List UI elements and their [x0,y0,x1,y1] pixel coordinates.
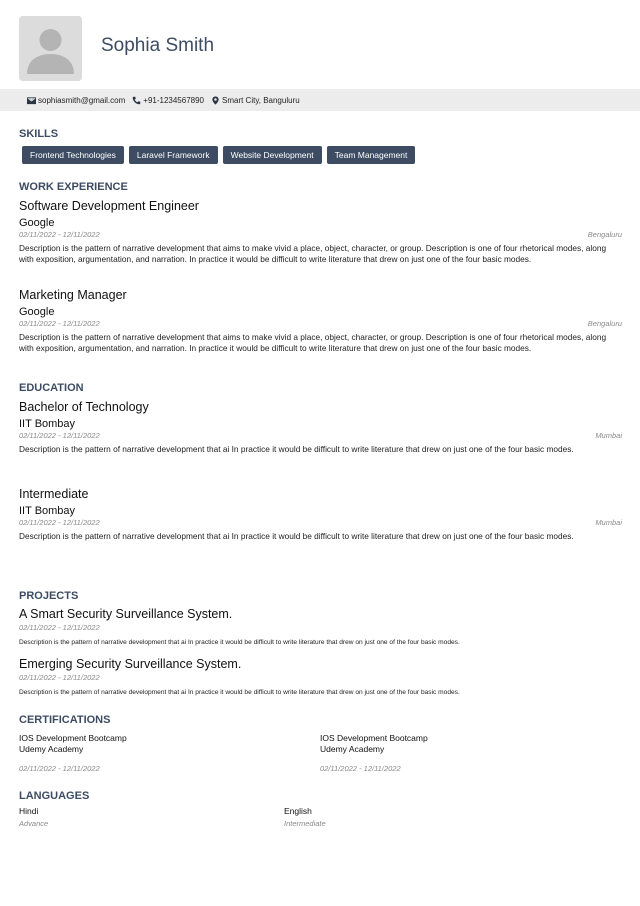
projects-heading: PROJECTS [19,590,79,602]
project-entry [19,657,622,698]
education-entry [19,400,622,455]
job-description: Description is the pattern of narrative development that aims to make vivid a place, object, character, or group. Description is one of four rhetorical modes, along with exposition, argumentation, and narration. In practice it would be difficult to write literature that drew on just one of the four basic modes. [19,332,607,353]
certification-entry [19,733,127,775]
job-location: Bengaluru [587,319,622,328]
envelope-icon [27,96,36,105]
date-range: 02/11/2022 - 12/11/2022 [320,764,401,773]
certification-issuer: Udemy Academy [320,743,385,754]
map-pin-icon [211,96,220,105]
certification-entry [320,733,428,775]
language-entry [284,806,326,828]
skills-heading: SKILLS [19,128,59,140]
project-entry [19,607,622,648]
education-heading: EDUCATION [19,382,84,394]
degree-name: Bachelor of Technology [19,400,149,414]
education-description: Description is the pattern of narrative development that ai In practice it would be difficult to write literature that drew on just one of the four basic modes. [19,531,574,541]
school-location: Mumbai [595,518,622,527]
date-range: 02/11/2022 - 12/11/2022 [19,623,100,632]
degree-name: Intermediate [19,487,89,501]
certification-issuer: Udemy Academy [19,743,84,754]
company-name: Google [19,306,55,318]
work-entry [19,288,622,354]
language-name: Hindi [19,806,39,816]
certification-name: IOS Development Bootcamp [320,733,428,743]
language-entry [19,806,48,828]
date-range: 02/11/2022 - 12/11/2022 [19,764,100,773]
avatar [19,16,82,81]
contact-bar [0,89,640,111]
entry-meta [19,431,622,442]
candidate-name: Sophia Smith [101,35,215,56]
company-name: Google [19,217,55,229]
entry-meta [19,230,622,241]
date-range: 02/11/2022 - 12/11/2022 [19,319,100,328]
user-silhouette-icon [19,16,82,81]
job-role: Marketing Manager [19,288,127,302]
education-entry [19,487,622,542]
school-name: IIT Bombay [19,505,76,517]
skill-tag: Team Management [327,146,416,164]
job-role: Software Development Engineer [19,199,199,213]
school-location: Mumbai [595,431,622,440]
location-text: Smart City, Banguluru [222,95,300,105]
project-name: A Smart Security Surveillance System. [19,607,233,621]
entry-meta [19,319,622,330]
date-range: 02/11/2022 - 12/11/2022 [19,518,100,527]
entry-meta [19,623,622,634]
job-description: Description is the pattern of narrative development that aims to make vivid a place, object, character, or group. Description is one of four rhetorical modes, along with exposition, argumentation, and narration. In practice it would be difficult to write literature that drew on just one of the four basic modes. [19,243,607,264]
contact-email[interactable] [27,96,125,105]
project-description: Description is the pattern of narrative development that ai In practice it would be difficult to write literature that drew on just one of the four basic modes. [19,639,460,646]
skill-tag: Frontend Technologies [22,146,124,164]
skill-tag: Website Development [223,146,322,164]
date-range: 02/11/2022 - 12/11/2022 [19,230,100,239]
languages-heading: LANGUAGES [19,790,90,802]
language-level: Intermediate [284,819,326,828]
entry-meta [19,673,622,684]
project-name: Emerging Security Surveillance System. [19,657,242,671]
skill-tag: Laravel Framework [129,146,218,164]
email-text: sophiasmith@gmail.com [38,95,126,105]
contact-phone[interactable] [132,96,204,105]
job-location: Bengaluru [587,230,622,239]
education-description: Description is the pattern of narrative development that ai In practice it would be difficult to write literature that drew on just one of the four basic modes. [19,444,574,454]
language-level: Advance [19,819,49,828]
skills-list [22,146,420,164]
work-experience-heading: WORK EXPERIENCE [19,181,128,193]
project-description: Description is the pattern of narrative development that ai In practice it would be difficult to write literature that drew on just one of the four basic modes. [19,689,460,696]
certifications-heading: CERTIFICATIONS [19,714,111,726]
phone-text: +91-1234567890 [143,95,204,105]
phone-icon [132,96,141,105]
school-name: IIT Bombay [19,418,76,430]
date-range: 02/11/2022 - 12/11/2022 [19,431,100,440]
contact-location [211,96,300,105]
certification-name: IOS Development Bootcamp [19,733,127,743]
entry-meta [19,518,622,529]
date-range: 02/11/2022 - 12/11/2022 [19,673,100,682]
language-name: English [284,806,312,816]
work-entry [19,199,622,265]
